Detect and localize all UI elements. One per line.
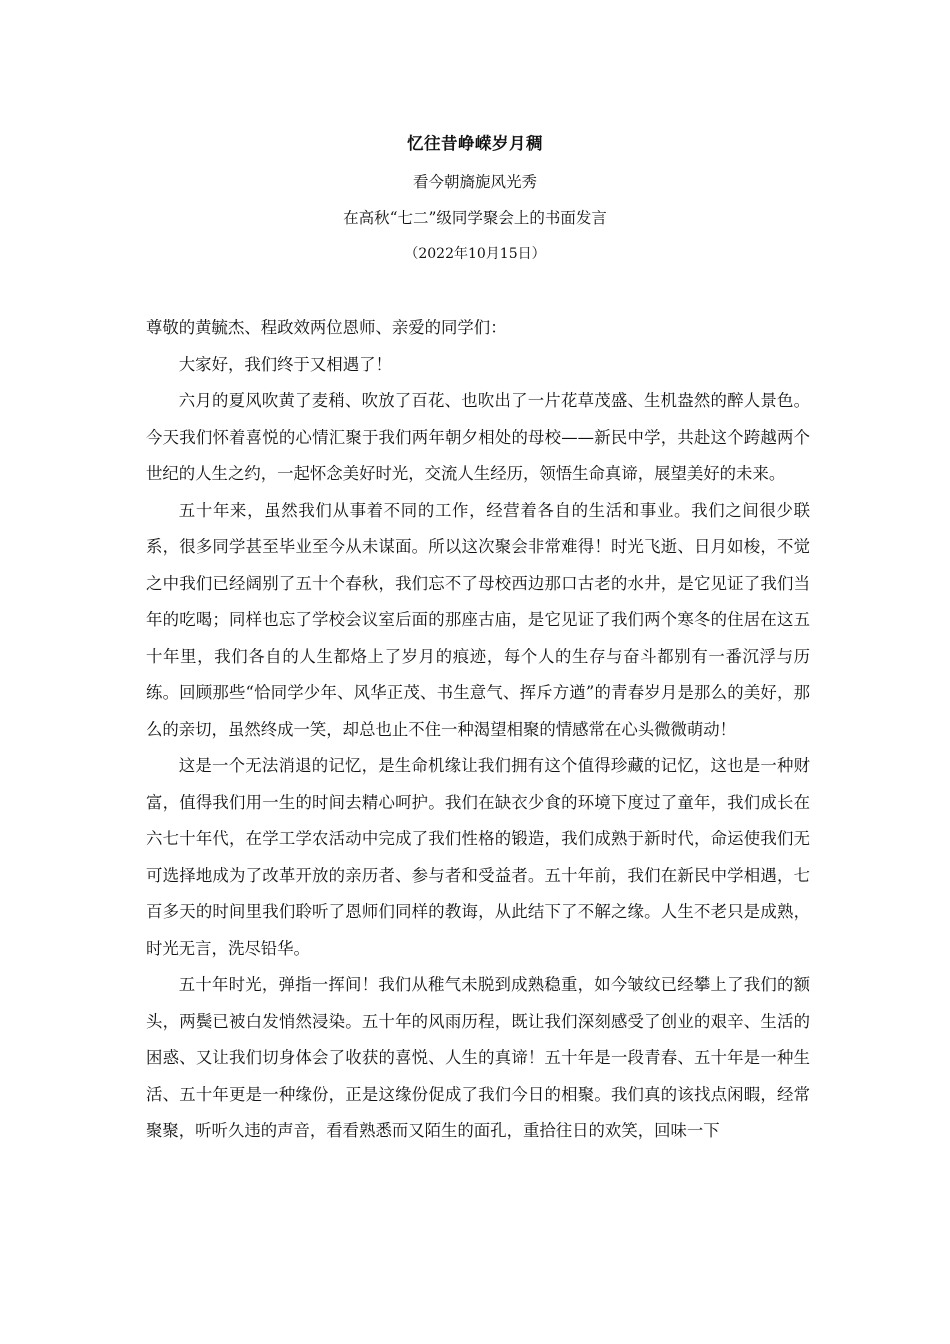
document-occasion: 在高秋“七二”级同学聚会上的书面发言 (343, 209, 607, 227)
document-title: 忆往昔峥嵘岁月稠 (407, 134, 543, 153)
paragraph: 五十年时光，弹指一挥间！我们从稚气未脱到成熟稳重，如今皱纹已经攀上了我们的额头，两鬓已被白发悄然浸染。五十年的风雨历程，既让我们深刻感受了创业的艰辛、生活的困惑、又让我们切身体会了收获的喜悦、人生的真谛！五十年是一段青春、五十年是一种生活、五十年更是一种缘份，正是这缘份促成了我们今日的相聚。我们真的该找点闲暇，经常聚聚，听听久违的声音，看看熟悉而又陌生的面孔，重拾往日的欢笑，回味一下 (146, 975, 810, 1140)
document-body (146, 310, 810, 1150)
salutation: 尊敬的黄毓杰、程政效两位恩师、亲爱的同学们： (146, 318, 507, 337)
paragraph: 六月的夏风吹黄了麦稍、吹放了百花、也吹出了一片花草茂盛、生机盎然的醉人景色。今天我们怀着喜悦的心情汇聚于我们两年朝夕相处的母校——新民中学，共赴这个跨越两个世纪的人生之约，一起怀念美好时光，交流人生经历，领悟生命真谛，展望美好的未来。 (146, 391, 810, 483)
paragraph: 五十年来，虽然我们从事着不同的工作，经营着各自的生活和事业。我们之间很少联系，很多同学甚至毕业至今从未谋面。所以这次聚会非常难得！时光飞逝、日月如梭，不觉之中我们已经阔别了五十个春秋，我们忘不了母校西边那口古老的水井，是它见证了我们当年的吃喝；同样也忘了学校会议室后面的那座古庙，是它见证了我们两个寒冬的住居在这五十年里，我们各自的人生都烙上了岁月的痕迹，每个人的生存与奋斗都别有一番沉浮与历练。回顾那些“恰同学少年、风华正茂、书生意气、挥斥方遒”的青春岁月是那么的美好，那么的亲切，虽然终成一笑，却总也止不住一种渴望相聚的情感常在心头微微萌动！ (146, 500, 810, 739)
paragraph: 大家好，我们终于又相遇了！ (178, 354, 392, 374)
document-date: （2022年10月15日） (404, 246, 546, 262)
document-subtitle: 看今朝旖旎风光秀 (412, 173, 537, 191)
paragraph: 这是一个无法消退的记忆，是生命机缘让我们拥有这个值得珍藏的记忆，这也是一种财富，值得我们用一生的时间去精心呵护。我们在缺衣少食的环境下度过了童年，我们成长在六七十年代，在学工学农活动中完成了我们性格的锻造，我们成熟于新时代，命运使我们无可选择地成为了改革开放的亲历者、参与者和受益者。五十年前，我们在新民中学相遇，七百多天的时间里我们聆听了恩师们同样的教诲，从此结下了不解之缘。人生不老只是成熟，时光无言，洗尽铅华。 (146, 756, 810, 958)
